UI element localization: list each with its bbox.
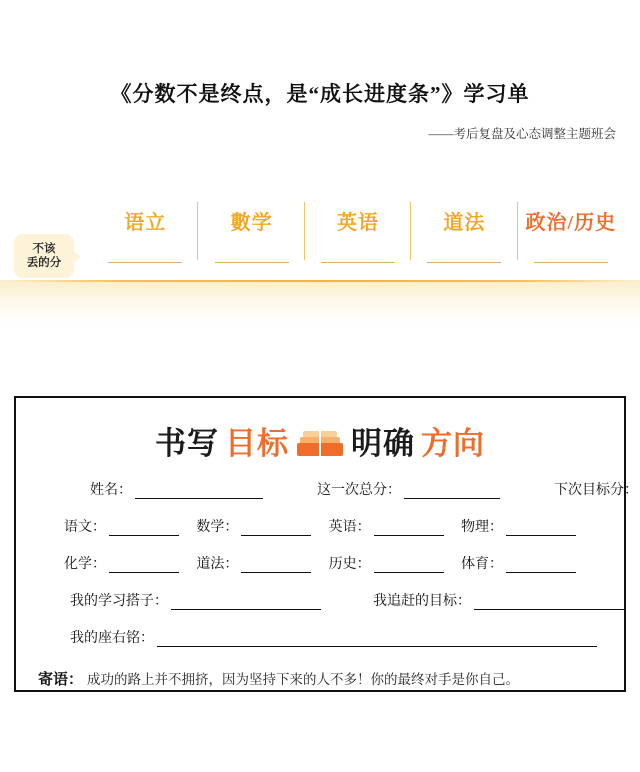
- name-input[interactable]: [135, 484, 263, 499]
- goal-form-card: [14, 396, 638, 692]
- subject-item-politics-history: [518, 204, 624, 235]
- form-row-identity: [38, 479, 638, 499]
- subject-write-line-cell: [518, 262, 624, 263]
- book-spine: [319, 431, 321, 456]
- page-title: 《分数不是终点，是“成长进度条”》学习单: [110, 82, 530, 106]
- field-pe: [461, 553, 576, 573]
- write-line: [108, 262, 182, 263]
- field-study-partner: [70, 590, 321, 610]
- goal-form: [16, 479, 638, 647]
- subject-label: 语立: [124, 212, 167, 234]
- field-label-math: 数学：: [196, 520, 239, 535]
- field-morality: [196, 553, 311, 573]
- subject-label: 道法: [443, 212, 486, 234]
- subject-write-line-cell: [305, 262, 411, 263]
- total-score-input[interactable]: [404, 484, 500, 499]
- field-label-pe: 体育：: [460, 557, 503, 572]
- card-title-part3: 明确: [351, 426, 415, 461]
- field-label-study-partner: 我的学习搭子：: [70, 594, 168, 609]
- subject-write-line-cell: [92, 262, 198, 263]
- footnote-label: 寄语：: [38, 672, 84, 688]
- field-history: [329, 553, 444, 573]
- subject-item-math: [198, 204, 304, 235]
- chinese-input[interactable]: [109, 521, 179, 536]
- subject-label: 政治/历史: [525, 212, 617, 234]
- field-label-total-score: 这一次总分：: [317, 483, 401, 498]
- form-row-motto: [38, 627, 602, 647]
- field-label-motto: 我的座右铭：: [70, 631, 154, 646]
- chasing-target-input[interactable]: [474, 595, 624, 610]
- lost-points-tag: [14, 234, 74, 278]
- subject-item-chinese: [92, 204, 198, 235]
- form-row-scores-1: [38, 516, 602, 536]
- subject-item-morality: [411, 204, 517, 235]
- history-input[interactable]: [374, 558, 444, 573]
- glow-gradient: [0, 280, 640, 324]
- document-header: [0, 0, 640, 142]
- field-chasing-target: [373, 590, 624, 610]
- field-total-score: [317, 479, 500, 499]
- tag-pointer-icon: [72, 250, 81, 264]
- field-label-name: 姓名：: [90, 483, 132, 498]
- subject-strip: [0, 204, 640, 324]
- motto-input[interactable]: [157, 632, 597, 647]
- book-icon: [297, 426, 343, 456]
- field-name: [90, 479, 263, 499]
- lost-points-tag-line2: 丢的分: [26, 257, 62, 269]
- form-row-partner-target: [38, 590, 602, 610]
- field-next-target: [554, 479, 640, 499]
- pe-input[interactable]: [506, 558, 576, 573]
- subject-write-line-cell: [411, 262, 517, 263]
- subject-write-line-cell: [198, 262, 304, 263]
- math-input[interactable]: [241, 521, 311, 536]
- subject-label: 數学: [230, 212, 273, 234]
- field-chemistry: [64, 553, 179, 573]
- field-label-english: 英语：: [328, 520, 371, 535]
- page-subtitle: ——考后复盘及心态调整主题班会: [428, 127, 616, 141]
- footnote: [16, 664, 624, 689]
- field-chinese: [64, 516, 179, 536]
- subject-write-lines: [92, 262, 624, 263]
- footnote-text: 成功的路上并不拥挤，因为坚持下来的人不多！你的最终对手是你自己。: [87, 672, 520, 687]
- card-title-part2: 目标: [225, 426, 289, 461]
- card-title: [16, 418, 624, 463]
- subject-band: [0, 204, 640, 282]
- study-partner-input[interactable]: [171, 595, 321, 610]
- write-line: [534, 262, 608, 263]
- card-title-part4: 方向: [421, 426, 485, 461]
- lost-points-tag-line1: 不该: [32, 242, 56, 255]
- write-line: [427, 262, 501, 263]
- field-label-morality: 道法：: [196, 557, 239, 572]
- field-label-physics: 物理：: [460, 520, 503, 535]
- subject-label: 英语: [337, 212, 380, 234]
- write-line: [215, 262, 289, 263]
- field-english: [329, 516, 444, 536]
- subject-item-english: [305, 204, 411, 235]
- english-input[interactable]: [374, 521, 444, 536]
- field-label-chemistry: 化学：: [64, 557, 106, 572]
- field-motto: [70, 627, 597, 647]
- glow-divider-line: [6, 280, 634, 282]
- form-row-scores-2: [38, 553, 602, 573]
- subject-list: [92, 204, 624, 235]
- field-label-chinese: 语文：: [64, 520, 106, 535]
- field-label-next-target: 下次目标分：: [554, 483, 638, 498]
- field-math: [196, 516, 311, 536]
- write-line: [321, 262, 395, 263]
- chemistry-input[interactable]: [109, 558, 179, 573]
- field-label-chasing-target: 我追赶的目标：: [373, 594, 471, 609]
- morality-input[interactable]: [241, 558, 311, 573]
- physics-input[interactable]: [506, 521, 576, 536]
- field-label-history: 历史：: [328, 557, 371, 572]
- field-physics: [461, 516, 576, 536]
- card-title-part1: 书写: [155, 426, 219, 461]
